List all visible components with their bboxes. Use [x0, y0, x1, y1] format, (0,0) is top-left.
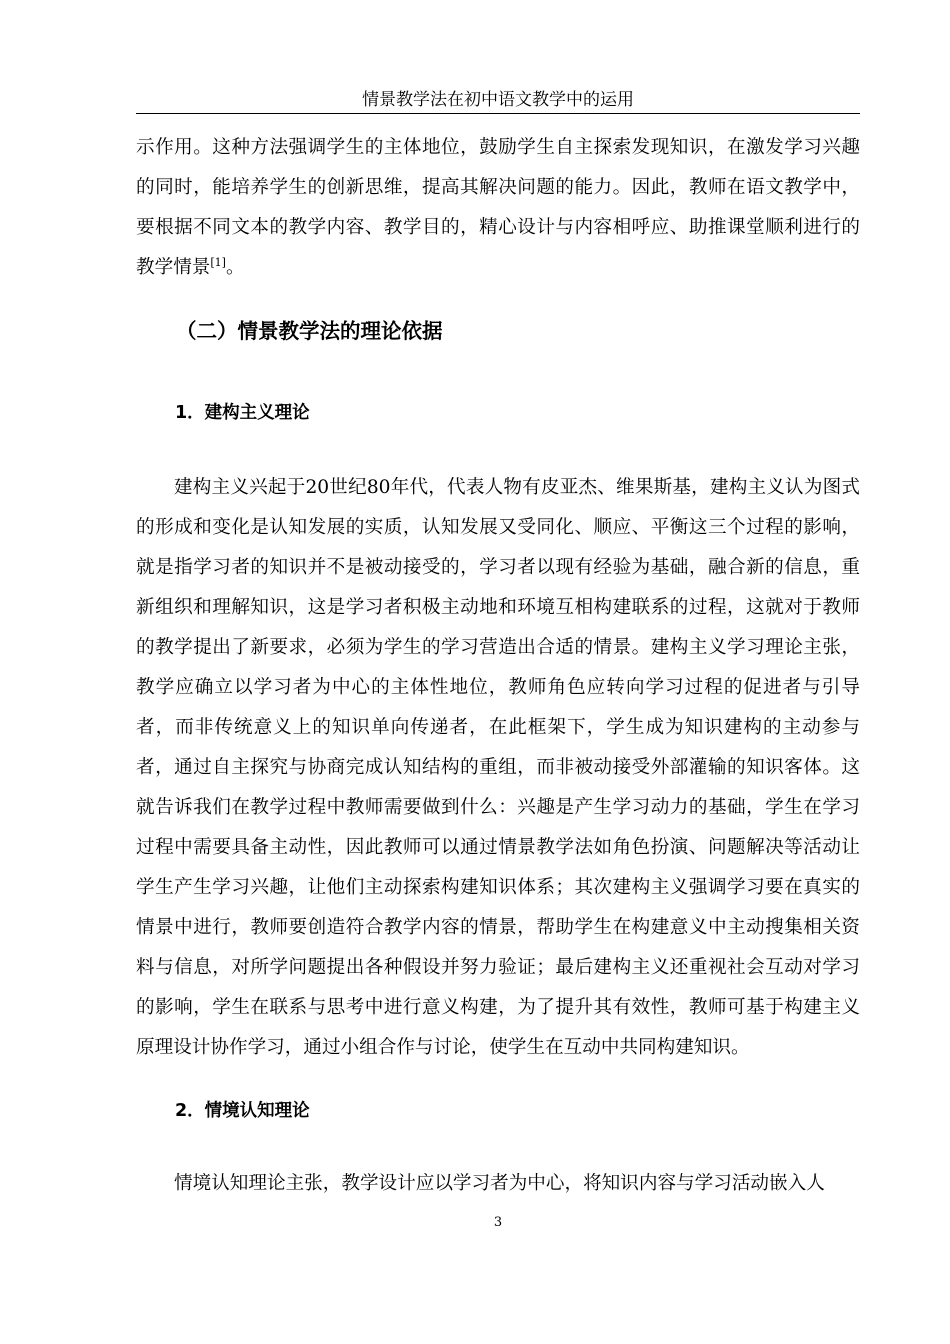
intro-continued-end: 。 — [225, 257, 245, 278]
intro-continued-text: 示作用。这种方法强调学生的主体地位，鼓励学生自主探索发现知识，在激发学习兴趣的同时，能培养学生的创新思维，提高其解决问题的能力。因此，教师在语文教学中，要根据不同文本的教学内容、教学目的，精心设计与内容相呼应、助推课堂顺利进行的教学情景 — [136, 137, 860, 278]
section-heading: （二）情景教学法的理论依据 — [176, 319, 443, 343]
situated-cognition-paragraph: 情境认知理论主张，教学设计应以学习者为中心，将知识内容与学习活动嵌入人 — [174, 1173, 825, 1194]
subsection-heading-constructivism: 1．建构主义理论 — [175, 403, 310, 423]
running-header: 情景教学法在初中语文教学中的运用 — [362, 90, 634, 110]
subsection-heading-situated-cognition: 2．情境认知理论 — [175, 1101, 310, 1121]
page-number: 3 — [493, 1215, 503, 1230]
intro-continued-paragraph — [136, 128, 860, 288]
constructivism-paragraph: 建构主义兴起于20世纪80年代，代表人物有皮亚杰、维果斯基，建构主义认为图式的形成和变化是认知发展的实质，认知发展又受同化、顺应、平衡这三个过程的影响，就是指学习者的知识并不是被动接受的，学习者以现有经验为基础，融合新的信息，重新组织和理解知识，这是学习者积极主动地和环境互相构建联系的过程，这就对于教师的教学提出了新要求，必须为学生的学习营造出合适的情景。建构主义学习理论主张，教学应确立以学习者为中心的主体性地位，教师角色应转向学习过程的促进者与引导者，而非传统意义上的知识单向传递者，在此框架下，学生成为知识建构的主动参与者，通过自主探究与协商完成认知结构的重组，而非被动接受外部灌输的知识客体。这就告诉我们在教学过程中教师需要做到什么：兴趣是产生学习动力的基础，学生在学习过程中需要具备主动性，因此教师可以通过情景教学法如角色扮演、问题解决等活动让学生产生学习兴趣，让他们主动探索构建知识体系；其次建构主义强调学习要在真实的情景中进行，教师要创造符合教学内容的情景，帮助学生在构建意义中主动搜集相关资料与信息，对所学问题提出各种假设并努力验证；最后建构主义还重视社会互动对学习的影响，学生在联系与思考中进行意义构建，为了提升其有效性，教师可基于构建主义原理设计协作学习，通过小组合作与讨论，使学生在互动中共同构建知识。 — [136, 477, 860, 1058]
header-rule — [136, 113, 860, 114]
citation-marker: [1] — [210, 255, 226, 269]
